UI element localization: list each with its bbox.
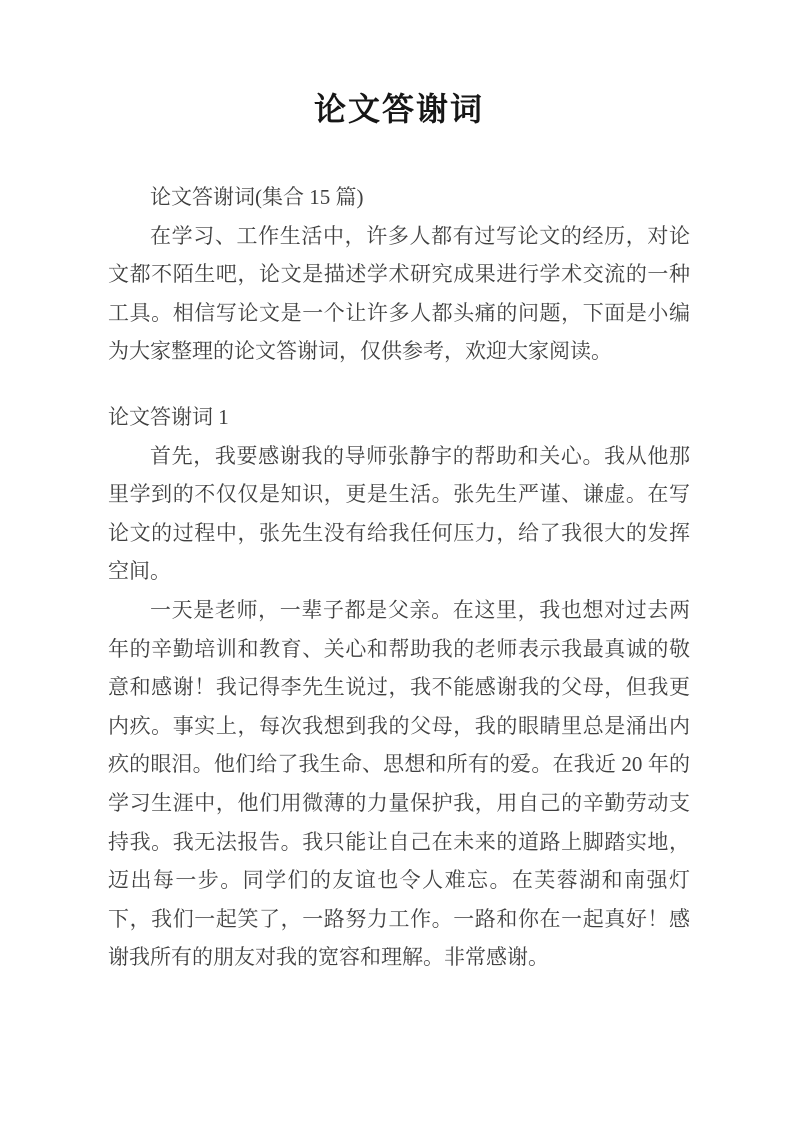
document-title: 论文答谢词 [313, 91, 484, 127]
section-1-paragraph-1: 首先，我要感谢我的导师张静宇的帮助和关心。我从他那里学到的不仅仅是知识，更是生活。张先生严谨、谦虚。在写论文的过程中，张先生没有给我任何压力，给了我很大的发挥空间。 [108, 443, 690, 584]
section-1-paragraph-2: 一天是老师，一辈子都是父亲。在这里，我也想对过去两年的辛勤培训和教育、关心和帮助我的老师表示我最真诚的敬意和感谢！我记得李先生说过，我不能感谢我的父母，但我更内疚。事实上，每次我想到我的父母，我的眼睛里总是涌出内疚的眼泪。他们给了我生命、思想和所有的爱。在我近 20 年的学习生涯中，他们用微薄的力量保护我，用自己的辛勤劳动支持我。我无法报告。我只能让自己在未来的道路上脚踏实地，迈出每一步。同学们的友谊也令人难忘。在芙蓉湖和南强灯下，我们一起笑了，一路努力工作。一路和你在一起真好！感谢我所有的朋友对我的宽容和理解。非常感谢。 [108, 597, 690, 970]
document-body [108, 178, 690, 977]
intro-paragraph: 在学习、工作生活中，许多人都有过写论文的经历，对论文都不陌生吧，论文是描述学术研究成果进行学术交流的一种工具。相信写论文是一个让许多人都头痛的问题，下面是小编为大家整理的论文答谢词，仅供参考，欢迎大家阅读。 [108, 223, 690, 364]
blank-line-separator [108, 371, 690, 398]
section-1-heading: 论文答谢词 1 [108, 404, 229, 429]
intro-lead: 论文答谢词(集合 15 篇) [150, 185, 364, 209]
